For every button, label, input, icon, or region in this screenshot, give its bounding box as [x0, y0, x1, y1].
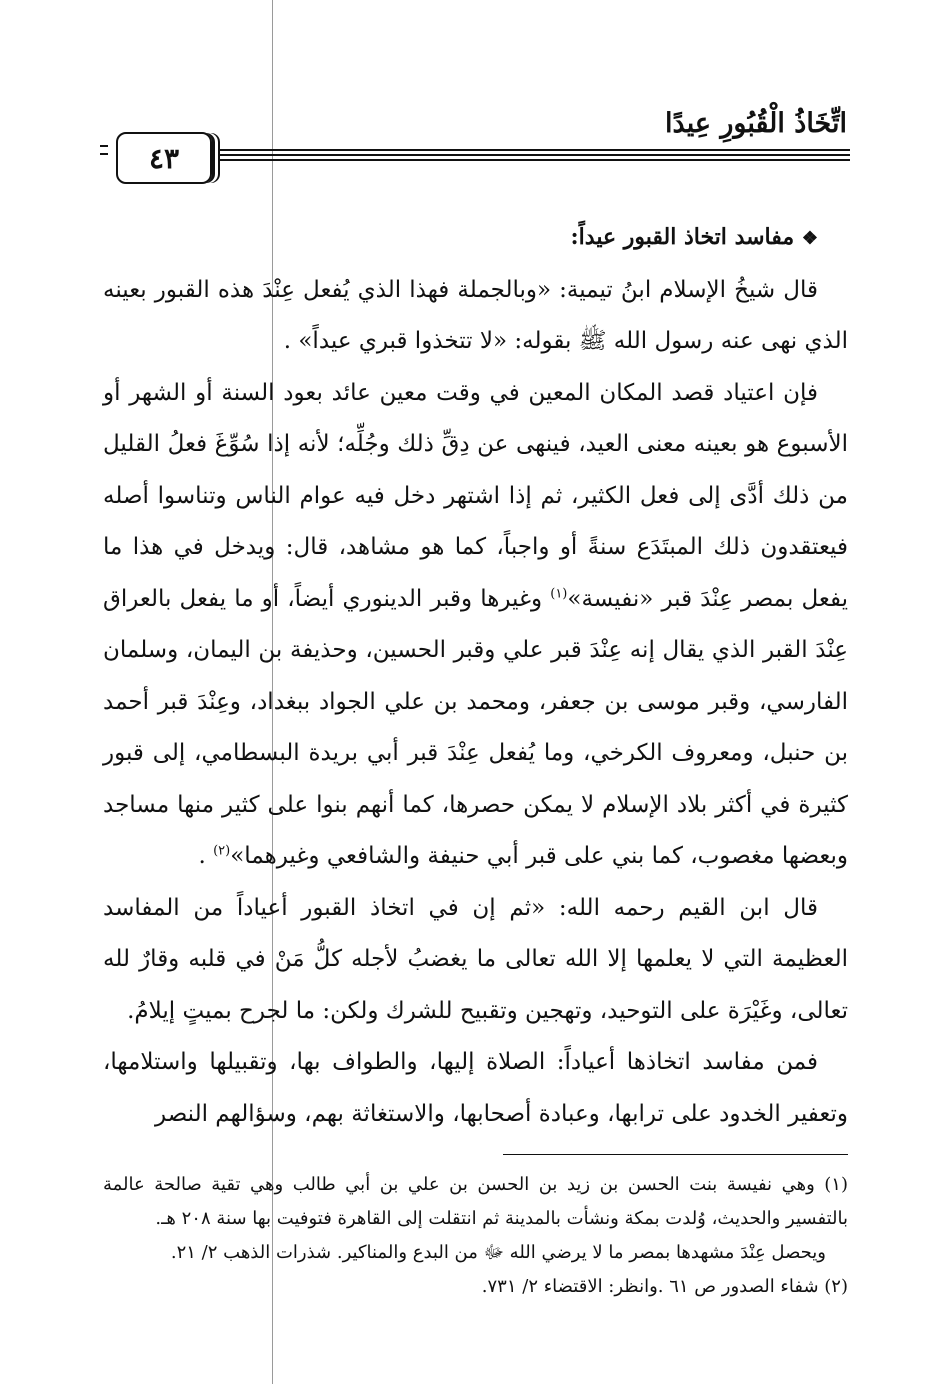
paragraph [103, 368, 848, 883]
rule-line [218, 149, 850, 151]
header-rule [100, 130, 850, 190]
paragraph: فمن مفاسد اتخاذها أعياداً: الصلاة إليها، والطواف بها، وتقبيلها واستلامها، وتعفير الخدود على ترابها، وعبادة أصحابها، والاستغاثة بهم، وسؤالهم النصر [103, 1049, 848, 1127]
paragraph-text: . [198, 843, 214, 869]
section-heading [103, 212, 848, 265]
rule-end-mark [100, 153, 108, 155]
page-number: ٤٣ [116, 132, 212, 184]
footnote: (٢) شفاء الصدور ص ٦١ .وانظر: الاقتضاء ٢/ ٧٣١. [481, 1276, 848, 1297]
paragraph-text: وغيرها وقبر الدينوري أيضاً، أو ما يفعل بالعراق عِنْدَ القبر الذي يقال إنه عِنْدَ قبر علي وقبر الحسين، وحذيفة بن اليمان، وسلمان الفارسي، وقبر موسى بن جعفر، ومحمد بن علي الجواد ببغداد، وعِنْدَ قبر أحمد بن حنبل، ومعروف الكرخي، وما يُفعل عِنْدَ قبر أبي بريدة البسطامي، إلى قبور كثيرة في أكثر بلاد الإسلام لا يمكن حصرها، كما أنهم بنوا على كثير منها مساجد وبعضها مغصوب، كما بني على قبر أبي حنيفة والشافعي وغيرهما» [103, 585, 848, 869]
rule-end-mark [100, 145, 108, 147]
footnote: ويحصل عِنْدَ مشهدها بمصر ما لا يرضي الله ﷻ من البدع والمناكير. شذرات الذهب ٢/ ٢١. [170, 1242, 826, 1263]
paragraph: قال شيخُ الإسلام ابنُ تيمية: «وبالجملة فهذا الذي يُفعل عِنْدَ هذه القبور بعينه الذي نهى عنه رسول الله ﷺ بقوله: «لا تتخذوا قبري عيداً» . [103, 276, 848, 354]
footnote-ref: (٢) [213, 843, 231, 859]
running-title: اتِّخَاذُ الْقُبُورِ عِيدًا [665, 108, 847, 139]
footnote-ref: (١) [550, 585, 568, 601]
diamond-bullet-icon: ❖ [801, 228, 818, 249]
paragraph-text: فإن اعتياد قصد المكان المعين في وقت معين عائد بعود السنة أو الشهر أو الأسبوع هو بعينه معنى العيد، فينهى عن دِقِّ ذلك وجُلِّه؛ لأنه إذا سُوِّغَ فعلُ القليل من ذلك أدَّى إلى فعل الكثير، ثم إذا اشتهر دخل فيه عوام الناس وتناسوا أصله فيعتقدون ذلك المبتَدَع سنةً أو واجباً، كما هو مشاهد، قال: ويدخل في هذا ما يفعل بمصر عِنْدَ قبر «نفيسة» [103, 379, 848, 612]
footnotes [103, 1168, 848, 1304]
rule-line [218, 154, 850, 156]
main-text [103, 212, 848, 1140]
rule-line [218, 159, 850, 161]
section-heading-text: مفاسد اتخاذ القبور عيداً: [570, 224, 795, 250]
footnote-separator [503, 1154, 848, 1155]
paragraph: قال ابن القيم رحمه الله: «ثم إن في اتخاذ القبور أعياداً من المفاسد العظيمة التي لا يعلمها إلا الله تعالى ما يغضبُ لأجله كلُّ مَنْ في قلبه وقارٌ لله تعالى، وغَيْرَة على التوحيد، وتهجين وتقبيح للشرك ولكن: ما لجرح بميتٍ إيلامُ. [103, 894, 848, 1024]
footnote: (١) وهي نفيسة بنت الحسن بن زيد بن الحسن بن علي بن أبي طالب وهي تقية صالحة عالمة بالتفسير والحديث، وُلدت بمكة ونشأت بالمدينة ثم انتقلت إلى القاهرة فتوفيت بها سنة ٢٠٨ هـ. [103, 1174, 848, 1229]
